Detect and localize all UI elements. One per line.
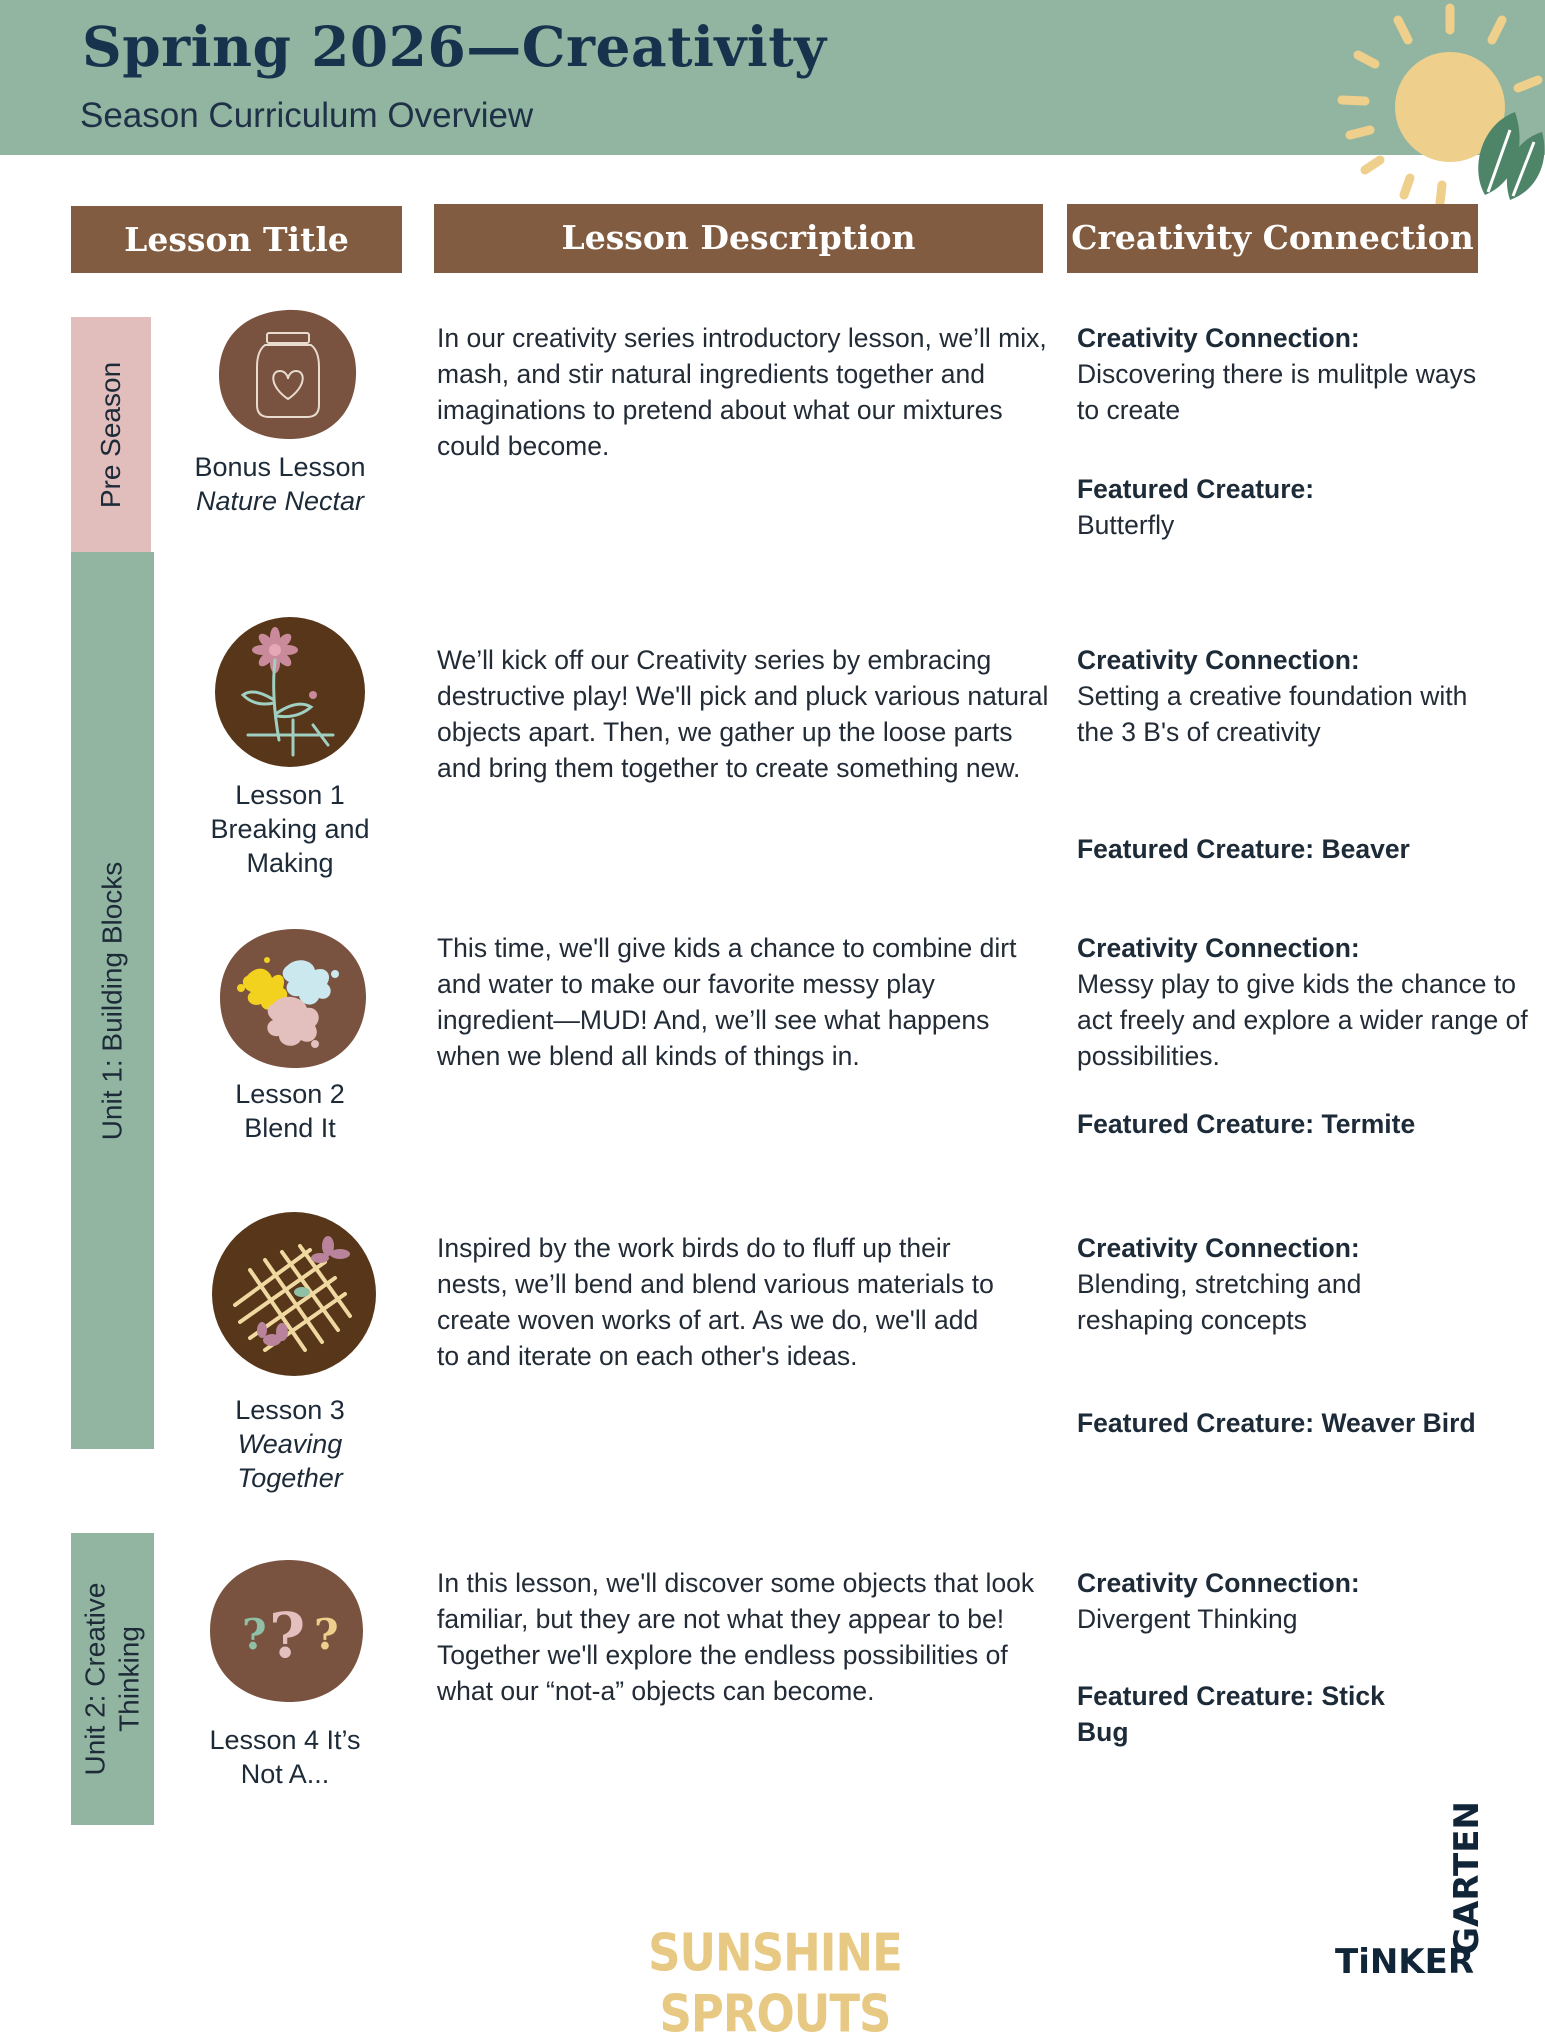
creativity-connection-label: Creativity Connection: [1077, 1233, 1360, 1263]
unit-label-pre-season [71, 317, 151, 552]
page-title: Spring 2026—Creativity [82, 14, 827, 79]
creativity-connection [1077, 1230, 1545, 1338]
column-header-lesson-title: Lesson Title [71, 206, 402, 273]
unit-label-text: Unit 1: Building Blocks [96, 861, 128, 1140]
creativity-connection-text: Blending, stretching and reshaping concepts [1077, 1269, 1362, 1335]
featured-creature-label: Featured Creature: [1077, 1408, 1315, 1438]
lesson-title-line: Weaving [237, 1429, 343, 1459]
featured-creature-value: Termite [1321, 1109, 1416, 1139]
featured-creature [1077, 471, 1517, 543]
unit-label-line: Unit 2: Creative [79, 1582, 111, 1776]
creativity-connection-label: Creativity Connection: [1077, 323, 1360, 353]
lesson-title-line: Lesson 4 It’s [209, 1725, 361, 1755]
creativity-connection-text: Divergent Thinking [1077, 1604, 1298, 1634]
creativity-connection-label: Creativity Connection: [1077, 1568, 1360, 1598]
question-marks-icon [207, 1557, 367, 1705]
lesson-title-line: Nature Nectar [195, 486, 365, 516]
lesson-title-line: Blend It [244, 1113, 336, 1143]
creativity-connection-label: Creativity Connection: [1077, 645, 1360, 675]
unit-label-unit1 [71, 552, 154, 1449]
tinkergarten-logo-tinker: TiNKER [1335, 1942, 1475, 1982]
svg-text:?: ? [242, 1610, 267, 1659]
lesson-description: In our creativity series introductory lesson, we’ll mix, mash, and stir natural ingredients together and imaginations to pretend about what our mixtures could become. [437, 323, 1047, 461]
featured-creature-value: Weaver Bird [1321, 1408, 1476, 1438]
lesson-title-line: Bonus Lesson [194, 452, 366, 482]
featured-creature [1077, 1106, 1517, 1142]
unit-label-text [79, 1583, 147, 1776]
featured-creature-value: Stick Bug [1077, 1681, 1385, 1747]
featured-creature [1077, 1678, 1407, 1750]
lesson-title-line: Not A... [240, 1759, 330, 1789]
lesson-title-line: Lesson 2 [235, 1079, 345, 1109]
lesson-title [180, 1723, 390, 1791]
unit-label-text: Pre Season [95, 361, 127, 508]
page-subtitle: Season Curriculum Overview [80, 96, 534, 135]
lesson-title-line: Lesson 3 [235, 1395, 345, 1425]
featured-creature [1077, 831, 1517, 867]
featured-creature-label: Featured Creature: [1077, 1681, 1315, 1711]
svg-text:?: ? [314, 1610, 339, 1659]
footer-brand: SUNSHINE SPROUTS [648, 1922, 902, 2044]
sun-icon [1310, 0, 1545, 215]
paint-splatter-icon [217, 926, 369, 1071]
featured-creature-label: Featured Creature: [1077, 474, 1315, 504]
column-header-lesson-description: Lesson Description [434, 204, 1043, 273]
tinkergarten-logo-garten: GARTEN [1447, 1801, 1487, 1955]
featured-creature-value: Beaver [1321, 834, 1410, 864]
creativity-connection-label: Creativity Connection: [1077, 933, 1360, 963]
creativity-connection-text: Discovering there is mulitple ways to create [1077, 359, 1477, 425]
svg-text:?: ? [269, 1599, 306, 1672]
lesson-description: We’ll kick off our Creativity series by embracing destructive play! We'll pick and pluck various natural objects apart. Then, we gather up the loose parts and bring them together to create something new. [437, 645, 1049, 783]
unit-label-unit2 [71, 1533, 154, 1825]
column-header-creativity-connection: Creativity Connection [1067, 204, 1478, 273]
flower-icon [213, 615, 368, 770]
unit-label-line: Thinking [113, 1626, 145, 1732]
featured-creature [1077, 1405, 1517, 1441]
tinkergarten-logo [1444, 1778, 1490, 1978]
creativity-connection-text: Setting a creative foundation with the 3 B's of creativity [1077, 681, 1468, 747]
creativity-connection [1077, 930, 1545, 1074]
lesson-title-line: Lesson 1 [235, 780, 345, 810]
lesson-title [185, 1393, 395, 1495]
lesson-title-line: Together [237, 1463, 343, 1493]
jar-heart-icon [215, 307, 360, 442]
lesson-description: Inspired by the work birds do to fluff up their nests, we’ll bend and blend various materials to create woven works of art. As we do, we'll add to and iterate on each other's ideas. [437, 1233, 994, 1371]
lesson-description: In this lesson, we'll discover some objects that look familiar, but they are not what they appear to be! Together we'll explore the endless possibilities of what our “not-a” objects can become. [437, 1568, 1035, 1706]
creativity-connection [1077, 642, 1545, 750]
featured-creature-label: Featured Creature: [1077, 834, 1315, 864]
lesson-description: This time, we'll give kids a chance to combine dirt and water to make our favorite messy play ingredient—MUD! And, we’ll see what happens when we blend all kinds of things in. [437, 933, 1017, 1071]
creativity-connection [1077, 1565, 1545, 1637]
featured-creature-label: Featured Creature: [1077, 1109, 1315, 1139]
featured-creature-value: Butterfly [1077, 510, 1175, 540]
lesson-title [185, 1077, 395, 1145]
creativity-connection [1077, 320, 1545, 428]
creativity-connection-text: Messy play to give kids the chance to act freely and explore a wider range of possibilities. [1077, 969, 1528, 1071]
lesson-title-line: Breaking and [210, 814, 370, 844]
lesson-title [185, 778, 395, 880]
weave-icon [210, 1210, 378, 1378]
lesson-title-line: Making [246, 848, 334, 878]
lesson-title [175, 450, 385, 518]
